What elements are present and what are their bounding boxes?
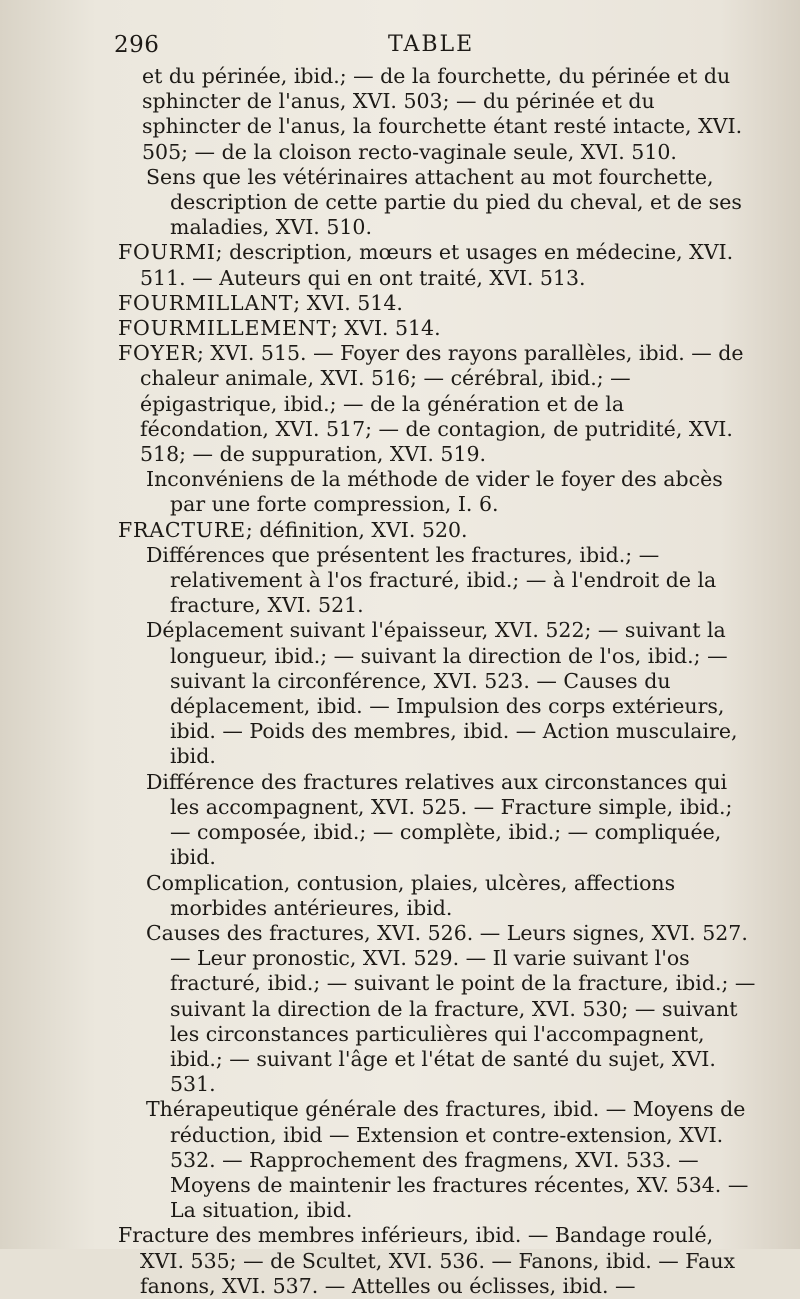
index-subentry-causes: Causes des fractures, XVI. 526. — Leurs signes, XVI. 527. — Leur pronostic, XVI. 529. — Il varie suivant l'os fracturé, ibid.; — suivant le point de la fracture, ibid.; — suivant la direction de la fracture, XVI. 530; — suivant les circonstances particulières qui l'accompagnent, ibid.; — suivant l'âge et l'état de santé du sujet, XVI. 531.	[146, 920, 756, 1097]
index-subentry-fourchette-veterinaire: Sens que les vétérinaires attachent au mot fourchette, description de cette partie du pied du cheval, et de ses maladies, XVI. 510.	[146, 164, 742, 240]
entry-text: ; XVI. 515. — Foyer des rayons parallèles, ibid. — de chaleur animale, XVI. 516; — cérébral, ibid.; — épigastrique, ibid.; — de la génération et de la fécondation, XVI. 517; — de contagion, de putridité, XVI. 518; — de suppuration, XVI. 519.	[140, 341, 744, 467]
index-entry-continuation: et du périnée, ibid.; — de la fourchette, du périnée et du sphincter de l'anus, XVI. 503; — du périnée et du sphincter de l'anus, la fourchette étant resté intacte, XVI. 505; — de la cloison recto-vaginale seule, XVI. 510.	[142, 64, 743, 164]
index-entry-foyer	[118, 341, 756, 467]
entry-heading: FOURMILLANT	[118, 290, 294, 315]
running-title: TABLE	[388, 32, 475, 57]
entry-heading: FOURMILLEMENT	[118, 316, 331, 341]
index-subentry-differences: Différences que présentent les fractures, ibid.; — relativement à l'os fracturé, ibid.; — à l'endroit de la fracture, XVI. 521.	[146, 542, 717, 618]
index-subentry-complication: Complication, contusion, plaies, ulcères, affections morbides antérieures, ibid.	[146, 870, 676, 920]
index-entry-fourmillement	[118, 316, 756, 341]
entry-text: ; XVI. 514.	[293, 290, 403, 315]
index-entries	[118, 64, 756, 1299]
page-number: 296	[114, 32, 160, 58]
entry-heading: FOYER	[118, 341, 197, 366]
entry-text: ; XVI. 514.	[331, 316, 441, 341]
index-entry-fracture-membres-inferieurs: Fracture des membres inférieurs, ibid. — Bandage roulé, XVI. 535; — de Scultet, XVI. 536. — Fanons, ibid. — Faux fanons, XVI. 537. — Attelles ou éclisses, ibid. —	[118, 1223, 736, 1298]
index-entry-fracture	[118, 518, 756, 543]
index-subentry-foyer-abces: Inconvéniens de la méthode de vider le foyer des abcès par une forte compression, I. 6.	[146, 467, 723, 517]
entry-text: ; définition, XVI. 520.	[245, 517, 468, 542]
entry-heading: FRACTURE	[118, 517, 246, 542]
index-subentry-deplacement: Déplacement suivant l'épaisseur, XVI. 522; — suivant la longueur, ibid.; — suivant la direction de l'os, ibid.; — suivant la circonférence, XVI. 523. — Causes du déplacement, ibid. — Impulsion des corps extérieurs, ibid. — Poids des membres, ibid. — Action musculaire, ibid.	[146, 618, 738, 769]
entry-text: ; description, mœurs et usages en médecine, XVI. 511. — Auteurs qui en ont traité, XVI. 513.	[140, 240, 734, 290]
entry-heading: FOURMI	[118, 240, 216, 265]
index-entry-fourmi	[118, 240, 756, 290]
page-header	[0, 30, 800, 62]
index-subentry-therapeutique: Thérapeutique générale des fractures, ibid. — Moyens de réduction, ibid — Extension et contre-extension, XVI. 532. — Rapprochement des fragmens, XVI. 533. — Moyens de maintenir les fractures récentes, XV. 534. — La situation, ibid.	[146, 1097, 749, 1223]
index-entry-fourmillant	[118, 291, 756, 316]
index-subentry-circonstances: Différence des fractures relatives aux circonstances qui les accompagnent, XVI. 525. — Fracture simple, ibid.; — composée, ibid.; — complète, ibid.; — compliquée, ibid.	[146, 769, 733, 870]
